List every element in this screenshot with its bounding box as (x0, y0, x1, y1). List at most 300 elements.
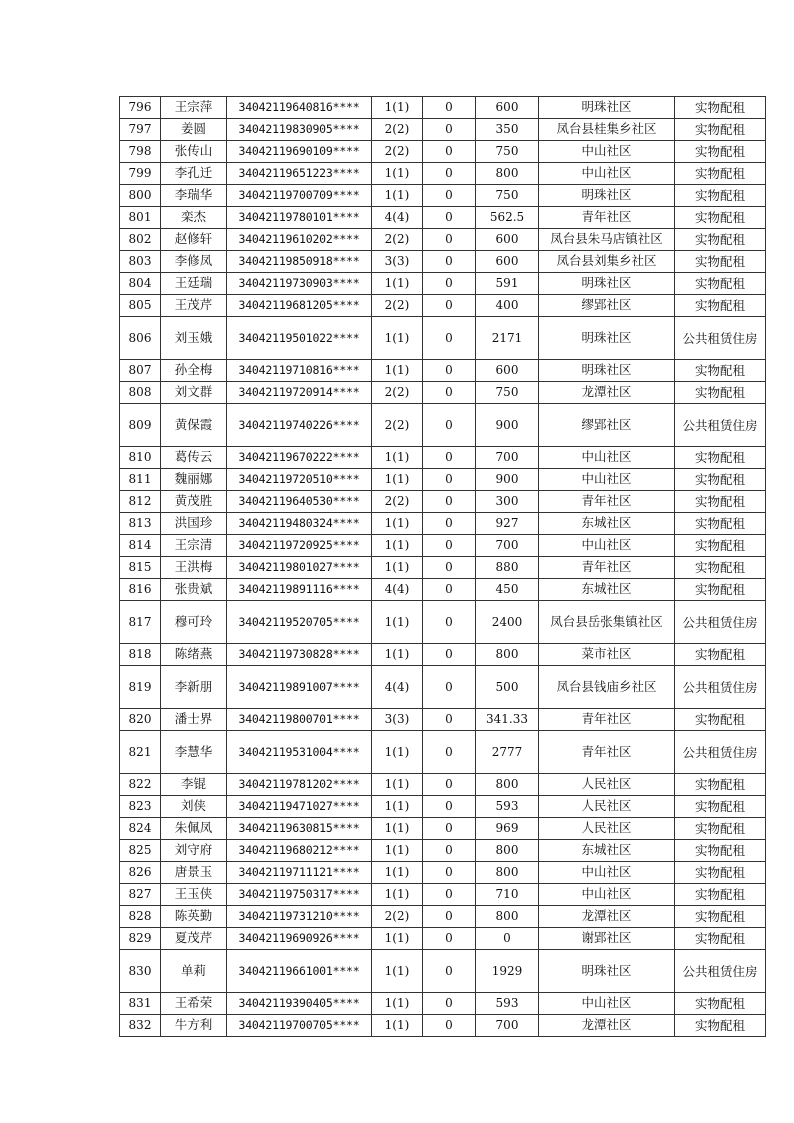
id-number-cell: 34042119730828**** (227, 644, 372, 666)
amount-cell: 900 (476, 469, 539, 491)
amount-cell: 591 (476, 273, 539, 295)
table-row (120, 950, 766, 993)
zero-cell: 0 (423, 251, 476, 273)
allocation-type-cell: 实物配租 (675, 796, 766, 818)
housing-allocation-table (119, 96, 766, 1037)
zero-cell: 0 (423, 295, 476, 317)
zero-cell: 0 (423, 404, 476, 447)
zero-cell: 0 (423, 469, 476, 491)
household-count-cell: 1(1) (372, 601, 423, 644)
amount-cell: 2400 (476, 601, 539, 644)
id-number-cell: 34042119520705**** (227, 601, 372, 644)
community-cell: 缪郢社区 (539, 404, 675, 447)
row-number-cell: 816 (120, 579, 161, 601)
household-count-cell: 1(1) (372, 993, 423, 1015)
id-number-cell: 34042119640816**** (227, 97, 372, 119)
id-number-cell: 34042119640530**** (227, 491, 372, 513)
community-cell: 菜市社区 (539, 644, 675, 666)
amount-cell: 750 (476, 141, 539, 163)
community-cell: 谢郢社区 (539, 928, 675, 950)
amount-cell: 600 (476, 97, 539, 119)
name-cell: 刘守府 (161, 840, 227, 862)
table-row (120, 644, 766, 666)
zero-cell: 0 (423, 535, 476, 557)
name-cell: 李修凤 (161, 251, 227, 273)
allocation-type-cell: 实物配租 (675, 928, 766, 950)
table-row (120, 447, 766, 469)
amount-cell: 750 (476, 382, 539, 404)
row-number-cell: 827 (120, 884, 161, 906)
allocation-type-cell: 实物配租 (675, 360, 766, 382)
row-number-cell: 805 (120, 295, 161, 317)
household-count-cell: 1(1) (372, 273, 423, 295)
allocation-type-cell: 实物配租 (675, 229, 766, 251)
household-count-cell: 1(1) (372, 1015, 423, 1037)
allocation-type-cell: 实物配租 (675, 491, 766, 513)
table-row (120, 906, 766, 928)
id-number-cell: 34042119711121**** (227, 862, 372, 884)
id-number-cell: 34042119730903**** (227, 273, 372, 295)
table-row (120, 840, 766, 862)
name-cell: 黄保霞 (161, 404, 227, 447)
row-number-cell: 830 (120, 950, 161, 993)
zero-cell: 0 (423, 774, 476, 796)
household-count-cell: 1(1) (372, 774, 423, 796)
table-row (120, 141, 766, 163)
allocation-type-cell: 实物配租 (675, 644, 766, 666)
amount-cell: 800 (476, 840, 539, 862)
zero-cell: 0 (423, 119, 476, 141)
name-cell: 朱佩凤 (161, 818, 227, 840)
amount-cell: 750 (476, 185, 539, 207)
amount-cell: 593 (476, 796, 539, 818)
community-cell: 中山社区 (539, 993, 675, 1015)
name-cell: 姜圆 (161, 119, 227, 141)
table-row (120, 273, 766, 295)
table-row (120, 1015, 766, 1037)
amount-cell: 900 (476, 404, 539, 447)
community-cell: 中山社区 (539, 535, 675, 557)
id-number-cell: 34042119731210**** (227, 906, 372, 928)
zero-cell: 0 (423, 709, 476, 731)
id-number-cell: 34042119891007**** (227, 666, 372, 709)
table-row (120, 469, 766, 491)
name-cell: 栾杰 (161, 207, 227, 229)
id-number-cell: 34042119480324**** (227, 513, 372, 535)
name-cell: 唐景玉 (161, 862, 227, 884)
household-count-cell: 1(1) (372, 185, 423, 207)
household-count-cell: 1(1) (372, 862, 423, 884)
id-number-cell: 34042119891116**** (227, 579, 372, 601)
zero-cell: 0 (423, 97, 476, 119)
amount-cell: 700 (476, 1015, 539, 1037)
row-number-cell: 824 (120, 818, 161, 840)
row-number-cell: 831 (120, 993, 161, 1015)
row-number-cell: 819 (120, 666, 161, 709)
table-row (120, 295, 766, 317)
allocation-type-cell: 实物配租 (675, 469, 766, 491)
zero-cell: 0 (423, 950, 476, 993)
allocation-type-cell: 实物配租 (675, 535, 766, 557)
zero-cell: 0 (423, 360, 476, 382)
name-cell: 魏丽娜 (161, 469, 227, 491)
household-count-cell: 2(2) (372, 119, 423, 141)
zero-cell: 0 (423, 601, 476, 644)
community-cell: 明珠社区 (539, 185, 675, 207)
community-cell: 凤台县岳张集镇社区 (539, 601, 675, 644)
community-cell: 凤台县刘集乡社区 (539, 251, 675, 273)
allocation-type-cell: 实物配租 (675, 709, 766, 731)
household-count-cell: 1(1) (372, 97, 423, 119)
id-number-cell: 34042119690926**** (227, 928, 372, 950)
name-cell: 赵修轩 (161, 229, 227, 251)
name-cell: 潘士界 (161, 709, 227, 731)
name-cell: 黄茂胜 (161, 491, 227, 513)
allocation-type-cell: 公共租赁住房 (675, 317, 766, 360)
table-row (120, 404, 766, 447)
allocation-type-cell: 实物配租 (675, 382, 766, 404)
amount-cell: 450 (476, 579, 539, 601)
row-number-cell: 800 (120, 185, 161, 207)
id-number-cell: 34042119610202**** (227, 229, 372, 251)
amount-cell: 1929 (476, 950, 539, 993)
amount-cell: 600 (476, 229, 539, 251)
table-row (120, 862, 766, 884)
row-number-cell: 811 (120, 469, 161, 491)
community-cell: 青年社区 (539, 491, 675, 513)
household-count-cell: 1(1) (372, 950, 423, 993)
name-cell: 刘玉娥 (161, 317, 227, 360)
amount-cell: 600 (476, 360, 539, 382)
household-count-cell: 1(1) (372, 557, 423, 579)
zero-cell: 0 (423, 906, 476, 928)
household-count-cell: 1(1) (372, 317, 423, 360)
amount-cell: 800 (476, 774, 539, 796)
name-cell: 孙全梅 (161, 360, 227, 382)
row-number-cell: 829 (120, 928, 161, 950)
name-cell: 李慧华 (161, 731, 227, 774)
amount-cell: 969 (476, 818, 539, 840)
id-number-cell: 34042119700705**** (227, 1015, 372, 1037)
zero-cell: 0 (423, 993, 476, 1015)
table-body (120, 97, 766, 1037)
community-cell: 缪郢社区 (539, 295, 675, 317)
amount-cell: 800 (476, 644, 539, 666)
allocation-type-cell: 实物配租 (675, 163, 766, 185)
table-row (120, 229, 766, 251)
amount-cell: 700 (476, 447, 539, 469)
id-number-cell: 34042119690109**** (227, 141, 372, 163)
allocation-type-cell: 实物配租 (675, 818, 766, 840)
row-number-cell: 822 (120, 774, 161, 796)
household-count-cell: 1(1) (372, 535, 423, 557)
zero-cell: 0 (423, 185, 476, 207)
id-number-cell: 34042119670222**** (227, 447, 372, 469)
table-row (120, 557, 766, 579)
amount-cell: 927 (476, 513, 539, 535)
table-row (120, 185, 766, 207)
community-cell: 青年社区 (539, 557, 675, 579)
allocation-type-cell: 实物配租 (675, 295, 766, 317)
id-number-cell: 34042119661001**** (227, 950, 372, 993)
community-cell: 凤台县钱庙乡社区 (539, 666, 675, 709)
table-row (120, 535, 766, 557)
community-cell: 青年社区 (539, 207, 675, 229)
name-cell: 刘侠 (161, 796, 227, 818)
allocation-type-cell: 实物配租 (675, 185, 766, 207)
community-cell: 中山社区 (539, 469, 675, 491)
row-number-cell: 828 (120, 906, 161, 928)
zero-cell: 0 (423, 557, 476, 579)
allocation-type-cell: 实物配租 (675, 207, 766, 229)
zero-cell: 0 (423, 447, 476, 469)
id-number-cell: 34042119830905**** (227, 119, 372, 141)
name-cell: 王洪梅 (161, 557, 227, 579)
zero-cell: 0 (423, 163, 476, 185)
household-count-cell: 2(2) (372, 141, 423, 163)
name-cell: 张传山 (161, 141, 227, 163)
household-count-cell: 4(4) (372, 207, 423, 229)
household-count-cell: 1(1) (372, 884, 423, 906)
name-cell: 李锟 (161, 774, 227, 796)
community-cell: 中山社区 (539, 447, 675, 469)
name-cell: 李新朋 (161, 666, 227, 709)
amount-cell: 2777 (476, 731, 539, 774)
name-cell: 葛传云 (161, 447, 227, 469)
table-row (120, 491, 766, 513)
zero-cell: 0 (423, 513, 476, 535)
id-number-cell: 34042119720925**** (227, 535, 372, 557)
amount-cell: 400 (476, 295, 539, 317)
zero-cell: 0 (423, 862, 476, 884)
amount-cell: 593 (476, 993, 539, 1015)
allocation-type-cell: 实物配租 (675, 557, 766, 579)
allocation-type-cell: 实物配租 (675, 447, 766, 469)
row-number-cell: 810 (120, 447, 161, 469)
name-cell: 夏茂芹 (161, 928, 227, 950)
household-count-cell: 1(1) (372, 513, 423, 535)
allocation-type-cell: 实物配租 (675, 141, 766, 163)
table-row (120, 601, 766, 644)
zero-cell: 0 (423, 796, 476, 818)
row-number-cell: 821 (120, 731, 161, 774)
row-number-cell: 825 (120, 840, 161, 862)
allocation-type-cell: 公共租赁住房 (675, 731, 766, 774)
table-row (120, 884, 766, 906)
row-number-cell: 808 (120, 382, 161, 404)
amount-cell: 800 (476, 163, 539, 185)
id-number-cell: 34042119720510**** (227, 469, 372, 491)
household-count-cell: 2(2) (372, 382, 423, 404)
table-row (120, 774, 766, 796)
row-number-cell: 806 (120, 317, 161, 360)
table-row (120, 928, 766, 950)
amount-cell: 700 (476, 535, 539, 557)
allocation-type-cell: 公共租赁住房 (675, 950, 766, 993)
household-count-cell: 2(2) (372, 906, 423, 928)
allocation-type-cell: 实物配租 (675, 579, 766, 601)
community-cell: 龙潭社区 (539, 906, 675, 928)
table-row (120, 666, 766, 709)
household-count-cell: 1(1) (372, 469, 423, 491)
community-cell: 中山社区 (539, 163, 675, 185)
household-count-cell: 1(1) (372, 360, 423, 382)
community-cell: 人民社区 (539, 774, 675, 796)
row-number-cell: 803 (120, 251, 161, 273)
zero-cell: 0 (423, 884, 476, 906)
table-row (120, 360, 766, 382)
table-row (120, 382, 766, 404)
community-cell: 明珠社区 (539, 317, 675, 360)
row-number-cell: 814 (120, 535, 161, 557)
community-cell: 青年社区 (539, 731, 675, 774)
allocation-type-cell: 实物配租 (675, 119, 766, 141)
id-number-cell: 34042119501022**** (227, 317, 372, 360)
row-number-cell: 820 (120, 709, 161, 731)
household-count-cell: 1(1) (372, 644, 423, 666)
id-number-cell: 34042119700709**** (227, 185, 372, 207)
community-cell: 明珠社区 (539, 950, 675, 993)
community-cell: 凤台县朱马店镇社区 (539, 229, 675, 251)
allocation-type-cell: 实物配租 (675, 862, 766, 884)
row-number-cell: 796 (120, 97, 161, 119)
household-count-cell: 1(1) (372, 163, 423, 185)
table-row (120, 709, 766, 731)
row-number-cell: 813 (120, 513, 161, 535)
community-cell: 青年社区 (539, 709, 675, 731)
amount-cell: 341.33 (476, 709, 539, 731)
row-number-cell: 826 (120, 862, 161, 884)
amount-cell: 800 (476, 862, 539, 884)
table-row (120, 579, 766, 601)
community-cell: 明珠社区 (539, 273, 675, 295)
community-cell: 东城社区 (539, 840, 675, 862)
household-count-cell: 1(1) (372, 818, 423, 840)
name-cell: 穆可玲 (161, 601, 227, 644)
allocation-type-cell: 实物配租 (675, 774, 766, 796)
name-cell: 陈绪燕 (161, 644, 227, 666)
amount-cell: 800 (476, 906, 539, 928)
name-cell: 王希荣 (161, 993, 227, 1015)
table-row (120, 731, 766, 774)
name-cell: 陈英勤 (161, 906, 227, 928)
allocation-type-cell: 实物配租 (675, 513, 766, 535)
id-number-cell: 34042119750317**** (227, 884, 372, 906)
id-number-cell: 34042119630815**** (227, 818, 372, 840)
row-number-cell: 802 (120, 229, 161, 251)
zero-cell: 0 (423, 273, 476, 295)
row-number-cell: 815 (120, 557, 161, 579)
household-count-cell: 1(1) (372, 447, 423, 469)
zero-cell: 0 (423, 666, 476, 709)
community-cell: 龙潭社区 (539, 1015, 675, 1037)
zero-cell: 0 (423, 207, 476, 229)
id-number-cell: 34042119390405**** (227, 993, 372, 1015)
row-number-cell: 809 (120, 404, 161, 447)
household-count-cell: 3(3) (372, 251, 423, 273)
id-number-cell: 34042119710816**** (227, 360, 372, 382)
allocation-type-cell: 公共租赁住房 (675, 404, 766, 447)
name-cell: 王宗清 (161, 535, 227, 557)
row-number-cell: 817 (120, 601, 161, 644)
name-cell: 王廷瑞 (161, 273, 227, 295)
community-cell: 凤台县桂集乡社区 (539, 119, 675, 141)
id-number-cell: 34042119651223**** (227, 163, 372, 185)
amount-cell: 600 (476, 251, 539, 273)
id-number-cell: 34042119801027**** (227, 557, 372, 579)
name-cell: 王茂芹 (161, 295, 227, 317)
id-number-cell: 34042119780101**** (227, 207, 372, 229)
allocation-type-cell: 实物配租 (675, 993, 766, 1015)
allocation-type-cell: 实物配租 (675, 251, 766, 273)
community-cell: 明珠社区 (539, 97, 675, 119)
name-cell: 张贵斌 (161, 579, 227, 601)
table-row (120, 818, 766, 840)
zero-cell: 0 (423, 731, 476, 774)
community-cell: 人民社区 (539, 796, 675, 818)
table-row (120, 207, 766, 229)
row-number-cell: 798 (120, 141, 161, 163)
table-row (120, 251, 766, 273)
table-row (120, 513, 766, 535)
zero-cell: 0 (423, 229, 476, 251)
name-cell: 李瑞华 (161, 185, 227, 207)
zero-cell: 0 (423, 840, 476, 862)
household-count-cell: 2(2) (372, 491, 423, 513)
community-cell: 人民社区 (539, 818, 675, 840)
id-number-cell: 34042119681205**** (227, 295, 372, 317)
allocation-type-cell: 实物配租 (675, 1015, 766, 1037)
allocation-type-cell: 实物配租 (675, 273, 766, 295)
allocation-type-cell: 实物配租 (675, 97, 766, 119)
row-number-cell: 797 (120, 119, 161, 141)
community-cell: 中山社区 (539, 884, 675, 906)
allocation-type-cell: 实物配租 (675, 906, 766, 928)
community-cell: 中山社区 (539, 862, 675, 884)
community-cell: 明珠社区 (539, 360, 675, 382)
table-row (120, 796, 766, 818)
allocation-type-cell: 实物配租 (675, 840, 766, 862)
zero-cell: 0 (423, 491, 476, 513)
table-row (120, 119, 766, 141)
row-number-cell: 818 (120, 644, 161, 666)
household-count-cell: 4(4) (372, 579, 423, 601)
zero-cell: 0 (423, 1015, 476, 1037)
id-number-cell: 34042119680212**** (227, 840, 372, 862)
zero-cell: 0 (423, 141, 476, 163)
row-number-cell: 799 (120, 163, 161, 185)
id-number-cell: 34042119471027**** (227, 796, 372, 818)
name-cell: 李孔迁 (161, 163, 227, 185)
table-row (120, 163, 766, 185)
id-number-cell: 34042119720914**** (227, 382, 372, 404)
row-number-cell: 807 (120, 360, 161, 382)
zero-cell: 0 (423, 818, 476, 840)
household-count-cell: 4(4) (372, 666, 423, 709)
row-number-cell: 804 (120, 273, 161, 295)
id-number-cell: 34042119850918**** (227, 251, 372, 273)
amount-cell: 0 (476, 928, 539, 950)
name-cell: 王宗萍 (161, 97, 227, 119)
row-number-cell: 832 (120, 1015, 161, 1037)
row-number-cell: 812 (120, 491, 161, 513)
row-number-cell: 801 (120, 207, 161, 229)
zero-cell: 0 (423, 579, 476, 601)
id-number-cell: 34042119781202**** (227, 774, 372, 796)
household-count-cell: 3(3) (372, 709, 423, 731)
name-cell: 刘文群 (161, 382, 227, 404)
row-number-cell: 823 (120, 796, 161, 818)
